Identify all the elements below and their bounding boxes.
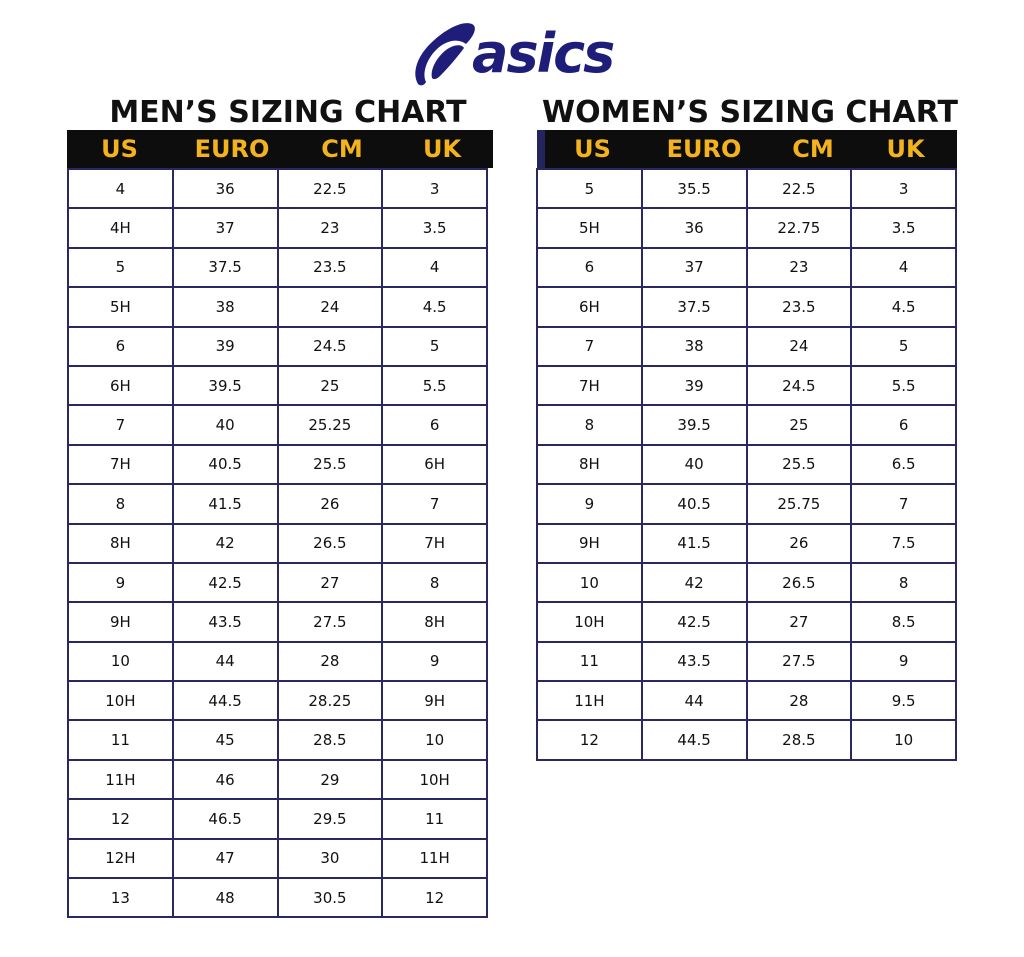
women-cell-euro: 37 (642, 248, 747, 287)
men-table-row (68, 760, 487, 799)
women-cell-euro: 40.5 (642, 484, 747, 523)
men-cell-cm: 24 (278, 287, 383, 326)
women-cell-uk: 4 (851, 248, 956, 287)
women-cell-us: 5H (537, 208, 642, 247)
men-cell-uk: 6 (382, 405, 487, 444)
women-cell-uk: 6.5 (851, 445, 956, 484)
men-table-row (68, 484, 487, 523)
women-cell-us: 5 (537, 169, 642, 208)
women-cell-us: 6H (537, 287, 642, 326)
women-cell-uk: 3.5 (851, 208, 956, 247)
men-cell-cm: 30 (278, 839, 383, 878)
women-cell-cm: 24 (747, 327, 852, 366)
men-table-row (68, 799, 487, 838)
men-cell-euro: 39.5 (173, 366, 278, 405)
men-cell-euro: 47 (173, 839, 278, 878)
men-table-row (68, 642, 487, 681)
men-cell-cm: 23 (278, 208, 383, 247)
men-cell-uk: 12 (382, 878, 487, 917)
women-cell-euro: 36 (642, 208, 747, 247)
men-table-row (68, 366, 487, 405)
women-cell-us: 10 (537, 563, 642, 602)
women-cell-cm: 24.5 (747, 366, 852, 405)
men-cell-us: 12 (68, 799, 173, 838)
women-table-row (537, 484, 956, 523)
women-header-euro: EURO (666, 135, 742, 163)
men-cell-us: 8 (68, 484, 173, 523)
men-cell-cm: 27 (278, 563, 383, 602)
women-cell-uk: 8 (851, 563, 956, 602)
women-table-row (537, 208, 956, 247)
women-cell-us: 9 (537, 484, 642, 523)
men-table-row (68, 524, 487, 563)
men-cell-euro: 46.5 (173, 799, 278, 838)
men-table-row (68, 248, 487, 287)
men-cell-us: 5H (68, 287, 173, 326)
men-cell-us: 6H (68, 366, 173, 405)
men-cell-euro: 40 (173, 405, 278, 444)
men-cell-cm: 26 (278, 484, 383, 523)
men-cell-cm: 24.5 (278, 327, 383, 366)
women-cell-us: 8H (537, 445, 642, 484)
women-header-us: US (574, 135, 611, 163)
women-cell-uk: 5 (851, 327, 956, 366)
women-table-row (537, 169, 956, 208)
men-size-table (67, 168, 488, 918)
women-cell-uk: 8.5 (851, 602, 956, 641)
men-header-bar (67, 130, 493, 168)
women-cell-us: 7H (537, 366, 642, 405)
men-cell-us: 10 (68, 642, 173, 681)
women-table-row (537, 287, 956, 326)
women-table-row (537, 248, 956, 287)
women-table-row (537, 327, 956, 366)
women-table-row (537, 681, 956, 720)
women-cell-cm: 23 (747, 248, 852, 287)
men-cell-us: 13 (68, 878, 173, 917)
men-cell-euro: 37 (173, 208, 278, 247)
men-header-euro: EURO (194, 135, 270, 163)
men-cell-uk: 5.5 (382, 366, 487, 405)
men-cell-euro: 36 (173, 169, 278, 208)
women-cell-euro: 37.5 (642, 287, 747, 326)
men-cell-cm: 29 (278, 760, 383, 799)
women-cell-us: 7 (537, 327, 642, 366)
men-cell-uk: 3 (382, 169, 487, 208)
women-cell-us: 8 (537, 405, 642, 444)
women-cell-uk: 10 (851, 720, 956, 759)
men-cell-uk: 8H (382, 602, 487, 641)
women-cell-uk: 9.5 (851, 681, 956, 720)
men-cell-uk: 11H (382, 839, 487, 878)
women-cell-euro: 39 (642, 366, 747, 405)
women-cell-cm: 25.75 (747, 484, 852, 523)
men-cell-cm: 26.5 (278, 524, 383, 563)
men-cell-us: 11 (68, 720, 173, 759)
women-cell-uk: 4.5 (851, 287, 956, 326)
men-cell-cm: 30.5 (278, 878, 383, 917)
women-table-row (537, 366, 956, 405)
women-cell-us: 9H (537, 524, 642, 563)
women-header-uk: UK (886, 135, 925, 163)
women-cell-euro: 41.5 (642, 524, 747, 563)
women-cell-cm: 22.75 (747, 208, 852, 247)
men-cell-uk: 4.5 (382, 287, 487, 326)
women-cell-cm: 25 (747, 405, 852, 444)
men-cell-cm: 22.5 (278, 169, 383, 208)
men-cell-euro: 46 (173, 760, 278, 799)
men-cell-euro: 38 (173, 287, 278, 326)
women-cell-euro: 44 (642, 681, 747, 720)
women-cell-uk: 9 (851, 642, 956, 681)
women-cell-uk: 6 (851, 405, 956, 444)
men-cell-euro: 41.5 (173, 484, 278, 523)
women-cell-cm: 23.5 (747, 287, 852, 326)
men-cell-us: 11H (68, 760, 173, 799)
men-cell-uk: 5 (382, 327, 487, 366)
women-cell-euro: 43.5 (642, 642, 747, 681)
men-header-us: US (101, 135, 138, 163)
men-cell-cm: 25.25 (278, 405, 383, 444)
men-cell-cm: 27.5 (278, 602, 383, 641)
men-cell-us: 10H (68, 681, 173, 720)
men-cell-euro: 42.5 (173, 563, 278, 602)
men-cell-euro: 40.5 (173, 445, 278, 484)
men-cell-cm: 28 (278, 642, 383, 681)
women-table-row (537, 642, 956, 681)
men-table-row (68, 445, 487, 484)
men-cell-euro: 45 (173, 720, 278, 759)
men-cell-cm: 29.5 (278, 799, 383, 838)
men-cell-euro: 44 (173, 642, 278, 681)
asics-stripes-icon (410, 18, 480, 90)
men-cell-us: 5 (68, 248, 173, 287)
women-cell-cm: 27.5 (747, 642, 852, 681)
asics-logo (410, 18, 614, 90)
women-table-row (537, 524, 956, 563)
men-table-row (68, 208, 487, 247)
men-cell-us: 7H (68, 445, 173, 484)
men-table-row (68, 405, 487, 444)
women-cell-euro: 42 (642, 563, 747, 602)
men-cell-cm: 28.25 (278, 681, 383, 720)
women-cell-us: 11 (537, 642, 642, 681)
men-header-uk: UK (422, 135, 462, 163)
women-cell-euro: 40 (642, 445, 747, 484)
women-cell-cm: 25.5 (747, 445, 852, 484)
men-cell-euro: 37.5 (173, 248, 278, 287)
men-cell-euro: 42 (173, 524, 278, 563)
men-cell-uk: 9 (382, 642, 487, 681)
men-table-row (68, 169, 487, 208)
women-cell-us: 12 (537, 720, 642, 759)
women-cell-cm: 28.5 (747, 720, 852, 759)
women-table-row (537, 602, 956, 641)
men-cell-us: 9 (68, 563, 173, 602)
men-cell-uk: 4 (382, 248, 487, 287)
women-cell-cm: 28 (747, 681, 852, 720)
men-cell-euro: 43.5 (173, 602, 278, 641)
women-cell-cm: 26.5 (747, 563, 852, 602)
men-table-row (68, 681, 487, 720)
men-cell-us: 9H (68, 602, 173, 641)
men-table-row (68, 720, 487, 759)
women-cell-cm: 27 (747, 602, 852, 641)
men-cell-euro: 44.5 (173, 681, 278, 720)
women-cell-uk: 7.5 (851, 524, 956, 563)
men-cell-uk: 10 (382, 720, 487, 759)
men-table-row (68, 327, 487, 366)
men-cell-uk: 7H (382, 524, 487, 563)
women-cell-uk: 7 (851, 484, 956, 523)
men-cell-uk: 10H (382, 760, 487, 799)
women-cell-euro: 35.5 (642, 169, 747, 208)
women-cell-cm: 26 (747, 524, 852, 563)
women-cell-euro: 38 (642, 327, 747, 366)
men-table-row (68, 287, 487, 326)
women-cell-uk: 3 (851, 169, 956, 208)
men-cell-cm: 25 (278, 366, 383, 405)
women-size-table (536, 168, 957, 761)
men-cell-us: 6 (68, 327, 173, 366)
men-cell-uk: 3.5 (382, 208, 487, 247)
women-header-cm: CM (792, 135, 834, 163)
men-cell-us: 4H (68, 208, 173, 247)
women-cell-us: 6 (537, 248, 642, 287)
women-cell-euro: 44.5 (642, 720, 747, 759)
men-cell-uk: 11 (382, 799, 487, 838)
women-chart-title: WOMEN’S SIZING CHART (542, 95, 958, 130)
men-cell-uk: 8 (382, 563, 487, 602)
men-cell-euro: 48 (173, 878, 278, 917)
women-table-row (537, 720, 956, 759)
men-cell-uk: 7 (382, 484, 487, 523)
women-table-row (537, 445, 956, 484)
women-header-bar (537, 130, 957, 168)
women-cell-us: 10H (537, 602, 642, 641)
women-cell-uk: 5.5 (851, 366, 956, 405)
men-cell-cm: 23.5 (278, 248, 383, 287)
women-table-row (537, 563, 956, 602)
asics-wordmark: asics (472, 22, 614, 85)
men-cell-us: 7 (68, 405, 173, 444)
men-table-row (68, 878, 487, 917)
men-cell-uk: 6H (382, 445, 487, 484)
men-table-row (68, 839, 487, 878)
men-table-row (68, 602, 487, 641)
men-header-cm: CM (321, 135, 363, 163)
men-cell-cm: 25.5 (278, 445, 383, 484)
women-table-row (537, 405, 956, 444)
women-cell-euro: 39.5 (642, 405, 747, 444)
men-cell-us: 12H (68, 839, 173, 878)
men-cell-us: 4 (68, 169, 173, 208)
women-cell-us: 11H (537, 681, 642, 720)
women-cell-cm: 22.5 (747, 169, 852, 208)
men-table-row (68, 563, 487, 602)
men-chart-title: MEN’S SIZING CHART (109, 95, 467, 130)
men-cell-cm: 28.5 (278, 720, 383, 759)
men-cell-uk: 9H (382, 681, 487, 720)
men-cell-us: 8H (68, 524, 173, 563)
men-cell-euro: 39 (173, 327, 278, 366)
women-cell-euro: 42.5 (642, 602, 747, 641)
